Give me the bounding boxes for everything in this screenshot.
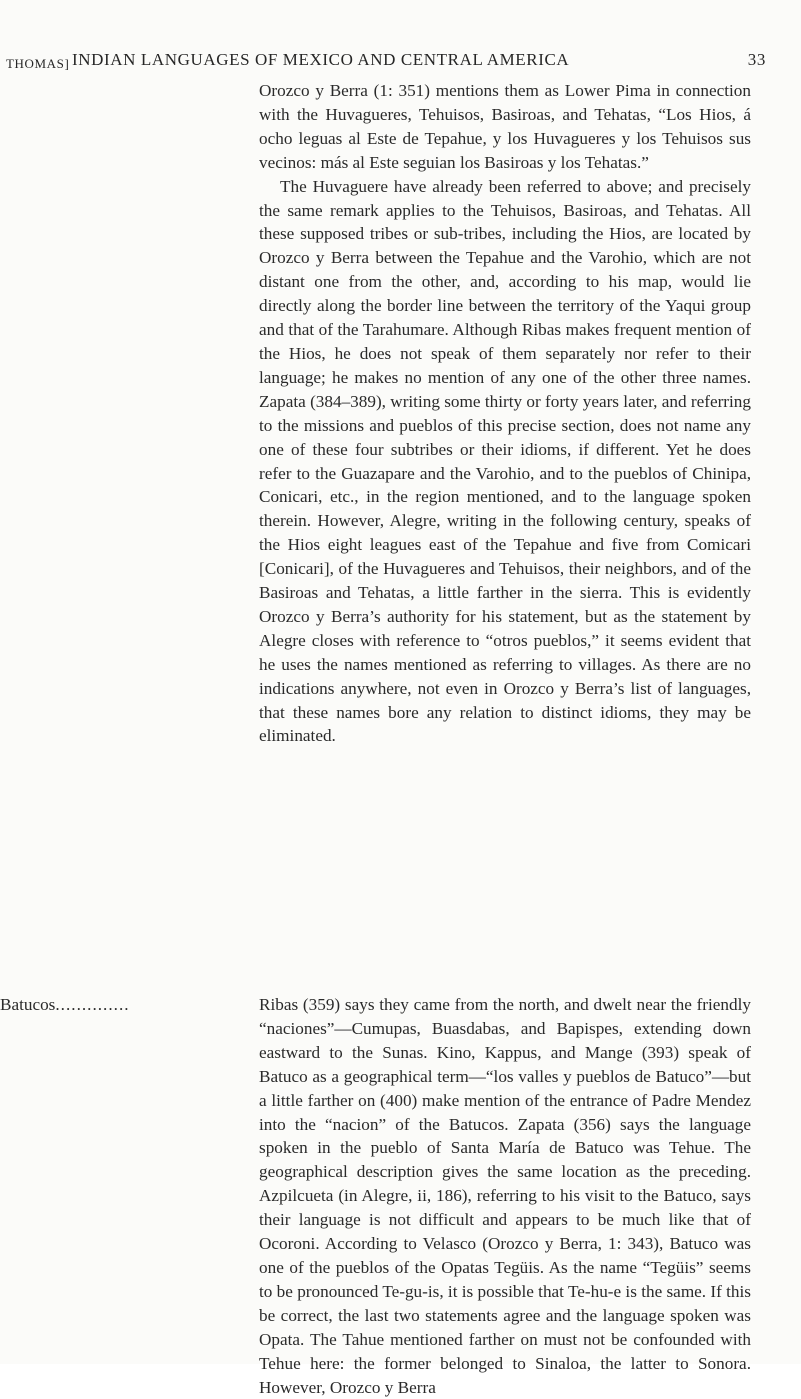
- running-author: THOMAS]: [6, 56, 70, 71]
- paragraph: Orozco y Berra (1: 351) mentions them as Lower Pima in connection with the Huvagueres, Tehuisos, Basiroas, and Tehatas, “Los Hios, á ocho leguas al Este de Tepahue, y los Huvagueres y los Tehuisos sus vecinos: más al Este seguian los Basiroas y los Tehatas.”: [259, 81, 751, 172]
- entry-label: [0, 993, 259, 1017]
- dot-leaders: ..............: [55, 995, 130, 1014]
- page-number: 33: [747, 50, 766, 69]
- entry-term: Batucos: [0, 995, 56, 1014]
- running-title: INDIAN LANGUAGES OF MEXICO AND CENTRAL AMERICA: [72, 50, 570, 69]
- paragraph: The Huvaguere have already been referred to above; and precisely the same remark applies to the Tehuisos, Basiroas, and Tehatas. All these supposed tribes or sub-tribes, including the Hios, are located by Orozco y Berra between the Tepahue and the Varohio, which are not distant one from the other, and, according to his map, would lie directly along the border line between the territory of the Yaqui group and that of the Tarahumare. Although Ribas makes frequent mention of the Hios, he does not speak of them separately nor refer to their language; he makes no mention of any one of the other three names. Zapata (384–389), writing some thirty or forty years later, and referring to the missions and pueblos of this precise section, does not name any one of these four subtribes or their idioms, if different. Yet he does refer to the Guazapare and the Varohio, and to the pueblos of Chinipa, Conicari, etc., in the region mentioned, and to the language spoken therein. However, Alegre, writing in the following century, speaks of the Hios eight leagues east of the Tepahue and five from Comicari [Conicari], of the Huvagueres and Tehuisos, their neighbors, and of the Basiroas and Tehatas, a little farther in the sierra. This is evidently Orozco y Berra’s authority for his statement, but as the statement by Alegre closes with reference to “otros pueblos,” it seems evident that he uses the names mentioned as referring to villages. As there are no indications anywhere, not even in Orozco y Berra’s list of languages, that these names bore any relation to distinct idioms, they may be eliminated.: [259, 176, 751, 746]
- continuation-text: [259, 79, 751, 748]
- entry-text: Ribas (359) says they came from the north, and dwelt near the friendly “naciones”—Cumupas, Buasdabas, and Bapispes, extending down eastward to the Sunas. Kino, Kappus, and Mange (393) speak of Batuco as a geographical term—“los valles y pueblos de Batuco”—but a little farther on (400) make mention of the entrance of Padre Mendez into the “nacion” of the Batucos. Zapata (356) says the language spoken in the pueblo of Santa María de Batuco was Tehue. The geographical description gives the same location as the preceding. Azpilcueta (in Alegre, ii, 186), referring to his visit to the Batuco, says their language is not difficult and appears to be much like that of Ocoroni. According to Velasco (Orozco y Berra, 1: 343), Batuco was one of the pueblos of the Opatas Tegüis. As the name “Tegüis” seems to be pronounced Te-gu-is, it is possible that Te-hu-e is the same. If this be correct, the last two statements agree and the language spoken was Opata. The Tahue mentioned farther on must not be confounded with Tehue here: the former belonged to Sinaloa, the latter to Sonora. However, Orozco y Berra: [259, 995, 751, 1397]
- running-header: [6, 50, 766, 80]
